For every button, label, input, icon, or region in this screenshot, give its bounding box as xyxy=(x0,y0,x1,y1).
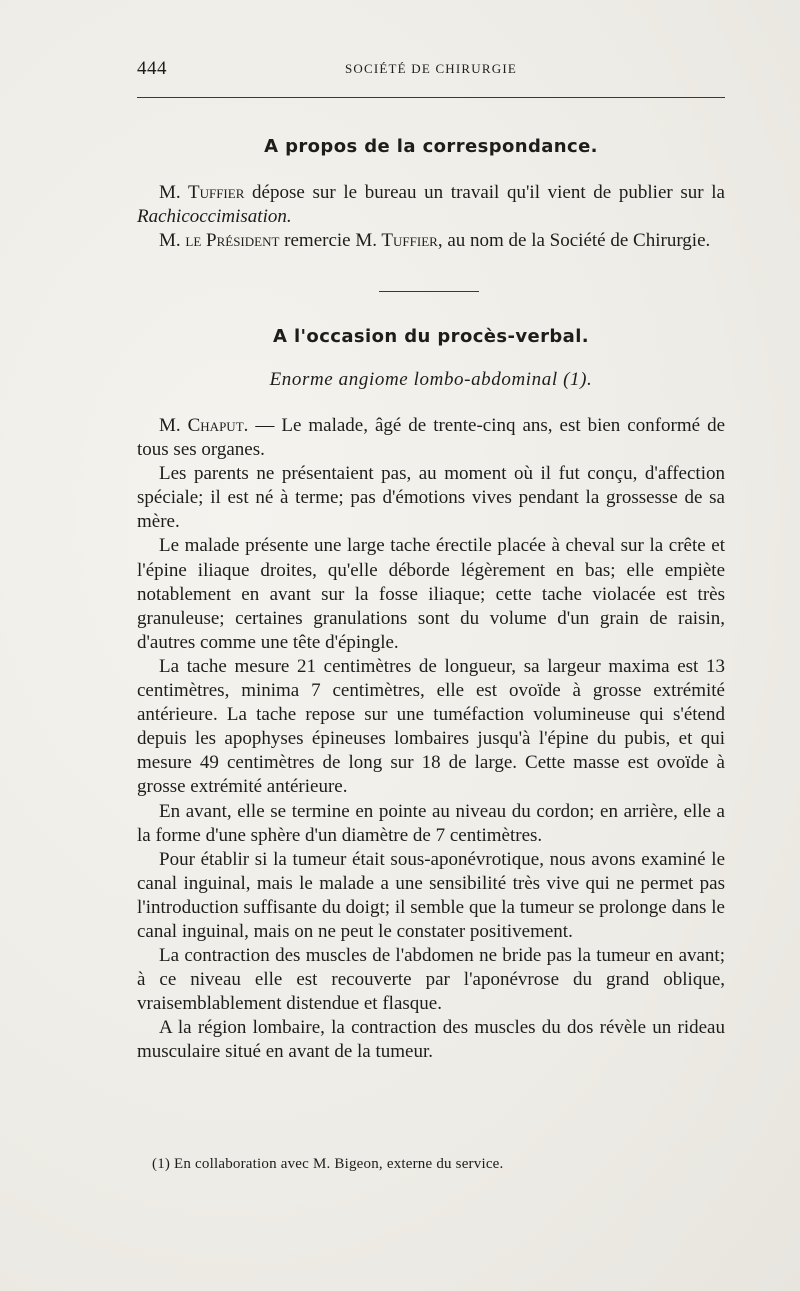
paragraph: La contraction des muscles de l'abdomen ne bride pas la tumeur en avant; à ce niveau elle est recouverte par l'aponévrose du grand oblique, vraisemblablement distendue et flasque. xyxy=(137,945,725,1015)
paragraph-tuffier: M. Tuffier dépose sur le bureau un travail qu'il vient de publier sur la Rachicoccimisation. xyxy=(137,182,725,228)
case-subtitle: Enorme angiome lombo-abdominal (1). xyxy=(269,369,593,390)
speaker-name: M. Tuffier xyxy=(159,182,245,203)
paragraph-president: M. le Président remercie M. Tuffier, au nom de la Société de Chirurgie. xyxy=(159,230,711,252)
paragraph-chaput: M. Chaput. — Le malade, âgé de trente-cinq ans, est bien conformé de tous ses organes. xyxy=(137,415,725,461)
person-name: M. Tuffier xyxy=(355,230,438,252)
paragraph: La tache mesure 21 centimètres de longueur, sa largeur maxima est 13 centimètres, minima 7 centimètres, elle est ovoïde à grosse extrémité antérieure. La tache repose sur une tuméfaction volumineuse qui s'étend depuis les apophyses épineuses lombaires jusqu'à l'épine du pubis, et qui mesure 49 centimètres de long sur 18 de large. Cette masse est ovoïde à grosse extrémité antérieure. xyxy=(137,655,725,798)
section-divider xyxy=(379,291,479,292)
section-proces-verbal-body xyxy=(137,414,725,1065)
speaker-name: M. le Président xyxy=(159,230,280,252)
section-title-proces-verbal: A l'occasion du procès-verbal. xyxy=(272,326,590,347)
header-rule xyxy=(137,97,725,98)
paragraph: En avant, elle se termine en pointe au niveau du cordon; en arrière, elle a la forme d'une sphère d'un diamètre de 7 centimètres. xyxy=(137,800,725,846)
section-correspondance-body xyxy=(137,181,725,253)
paragraph: Le malade présente une large tache érectile placée à cheval sur la crête et l'épine iliaque droites, qu'elle déborde légèrement en bas; elle empiète notablement en avant sur la fosse iliaque; cette tache violacée est très granuleuse; certaines granulations sont du volume d'un grain de raisin, d'autres comme une tête d'épingle. xyxy=(137,535,725,653)
footnote: (1) En collaboration avec M. Bigeon, externe du service. xyxy=(152,1156,504,1172)
section-title-correspondance: A propos de la correspondance. xyxy=(264,136,598,157)
paragraph: Les parents ne présentaient pas, au moment où il fut conçu, d'affection spéciale; il est né à terme; pas d'émotions vives pendant la grossesse de sa mère. xyxy=(137,463,725,533)
running-title: SOCIÉTÉ DE CHIRURGIE xyxy=(344,61,518,76)
italic-title: Rachicoccimisation. xyxy=(137,206,292,228)
paragraph: A la région lombaire, la contraction des muscles du dos révèle un rideau musculaire situé en avant de la tumeur. xyxy=(137,1017,725,1063)
speaker-name: M. Chaput xyxy=(159,415,244,436)
page-number: 444 xyxy=(137,58,167,79)
paragraph: Pour établir si la tumeur était sous-aponévrotique, nous avons examiné le canal inguinal, mais le malade a une sensibilité très vive qui ne permet pas l'introduction suffisante du doigt; il semble que la tumeur se prolonge dans le canal inguinal, mais on ne peut le constater positivement. xyxy=(137,848,725,942)
page-header xyxy=(137,58,725,80)
